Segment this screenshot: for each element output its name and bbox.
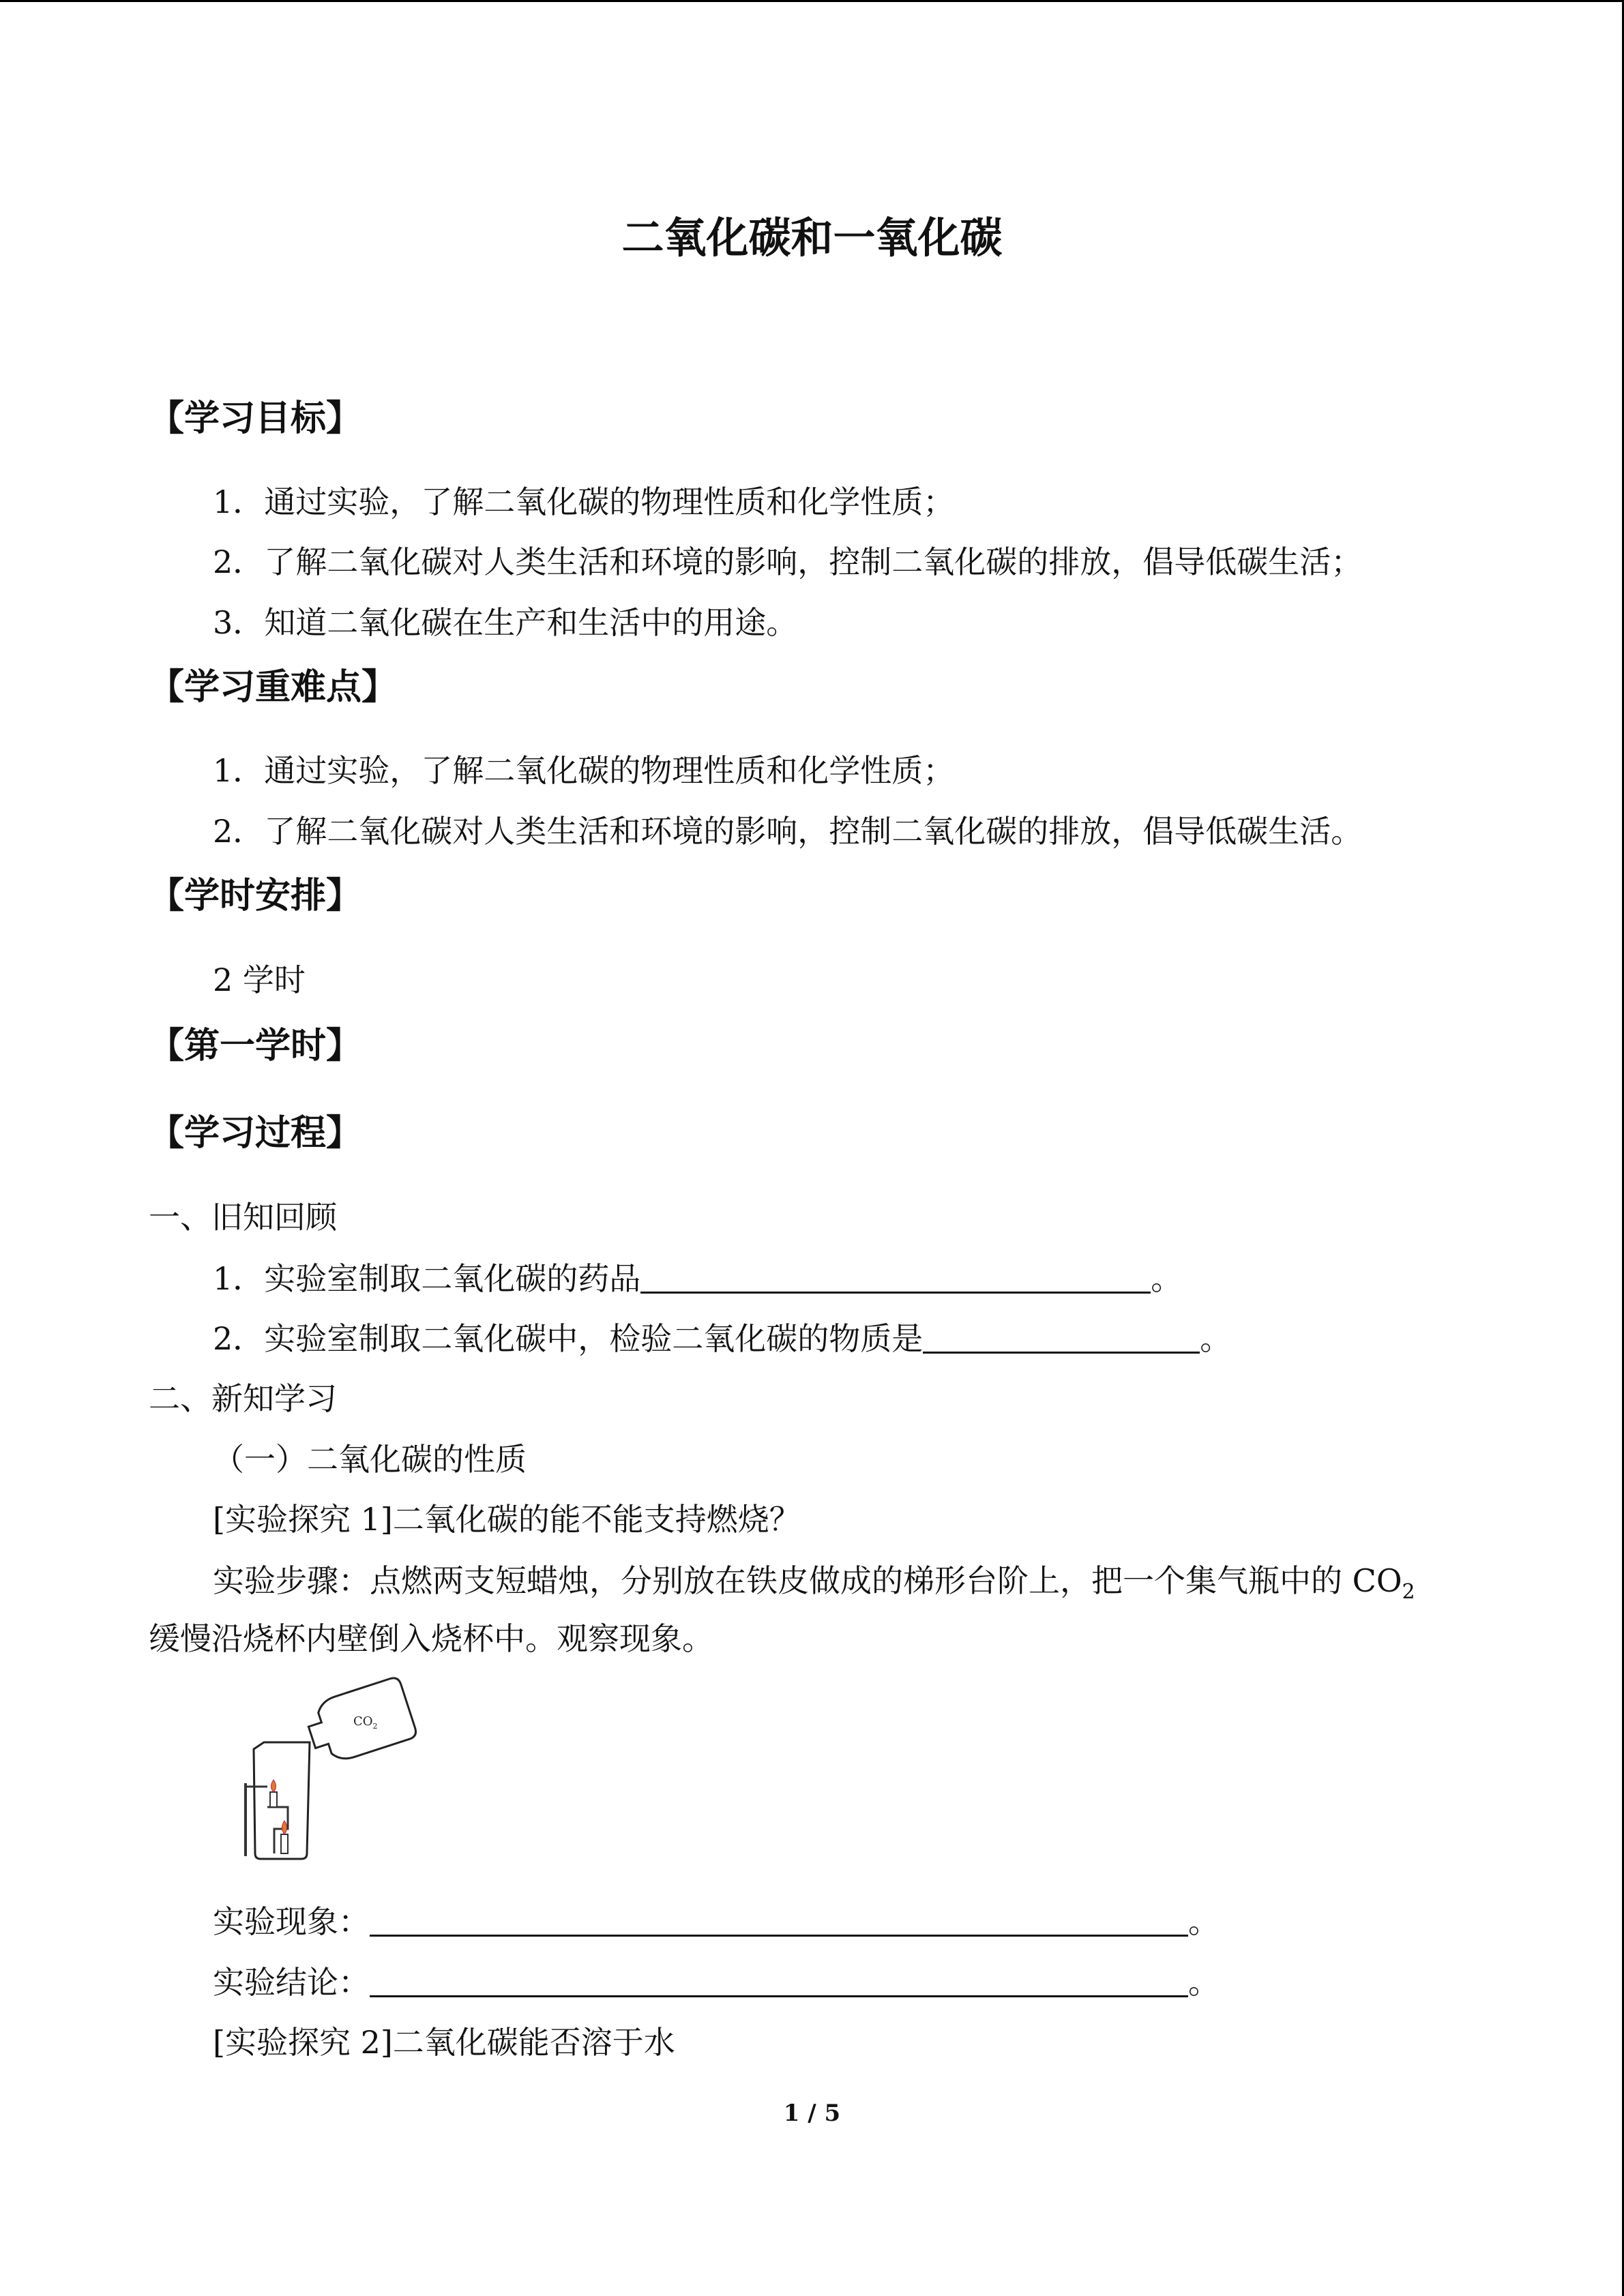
- page-title: 二氧化碳和一氧化碳: [621, 213, 1003, 263]
- conclusion-blank[interactable]: [370, 1995, 1188, 1997]
- answer-blank-1[interactable]: [640, 1291, 1151, 1294]
- conclusion-end: 。: [1188, 1964, 1220, 2001]
- keypoint-2: 2．了解二氧化碳对人类生活和环境的影响，控制二氧化碳的排放，倡导低碳生活。: [213, 813, 1363, 850]
- upper-candle: [270, 1792, 277, 1807]
- co2-pouring-diagram: [226, 1671, 424, 1868]
- first-period-heading: 【第一学时】: [149, 1026, 362, 1067]
- lower-candle: [281, 1834, 288, 1853]
- page-number: 1 / 5: [783, 2100, 841, 2127]
- phenomenon-line: [213, 1903, 1220, 1940]
- schedule-heading: 【学时安排】: [149, 876, 362, 916]
- keypoints-heading: 【学习重难点】: [149, 667, 398, 708]
- keypoint-1: 1．通过实验，了解二氧化碳的物理性质和化学性质；: [213, 752, 955, 789]
- experiment-steps-line-1: [213, 1562, 1415, 1604]
- review-question-1: [213, 1260, 1183, 1297]
- new-learning-heading: 二、新知学习: [149, 1380, 337, 1417]
- co2-subscript: 2: [1402, 1580, 1415, 1604]
- review-question-2-text: 2．实验室制取二氧化碳中，检验二氧化碳的物质是: [213, 1320, 924, 1357]
- experiment-1-title: [实验探究 1]二氧化碳的能不能支持燃烧？: [213, 1501, 801, 1538]
- phenomenon-end: 。: [1188, 1903, 1220, 1940]
- review-question-2-end: 。: [1200, 1320, 1232, 1357]
- phenomenon-label: 实验现象：: [213, 1903, 370, 1940]
- upper-flame: [271, 1780, 276, 1792]
- review-question-1-text: 1．实验室制取二氧化碳的药品: [213, 1260, 641, 1297]
- phenomenon-blank[interactable]: [370, 1934, 1188, 1937]
- review-heading: 一、旧知回顾: [149, 1199, 337, 1236]
- review-question-2: [213, 1320, 1232, 1357]
- answer-blank-2[interactable]: [923, 1351, 1200, 1354]
- experiment-2-title: [实验探究 2]二氧化碳能否溶于水: [213, 2024, 675, 2061]
- co2-label: $CO_2$: [353, 1714, 378, 1731]
- objective-1: 1．通过实验，了解二氧化碳的物理性质和化学性质；: [213, 483, 955, 520]
- lower-flame: [282, 1821, 287, 1834]
- top-border: [0, 0, 1624, 2]
- experiment-steps-text: 实验步骤：点燃两支短蜡烛，分别放在铁皮做成的梯形台阶上，把一个集气瓶中的 CO: [213, 1562, 1402, 1599]
- experiment-steps-line-2: 缓慢沿烧杯内壁倒入烧杯中。观察现象。: [149, 1620, 713, 1657]
- conclusion-line: [213, 1964, 1220, 2001]
- process-heading: 【学习过程】: [149, 1113, 362, 1154]
- objectives-heading: 【学习目标】: [149, 398, 362, 439]
- properties-subheading: （一）二氧化碳的性质: [213, 1441, 527, 1478]
- conclusion-label: 实验结论：: [213, 1964, 370, 2001]
- objective-2: 2．了解二氧化碳对人类生活和环境的影响，控制二氧化碳的排放，倡导低碳生活；: [213, 543, 1363, 580]
- review-question-1-end: 。: [1151, 1260, 1183, 1297]
- objective-3: 3．知道二氧化碳在生产和生活中的用途。: [213, 604, 798, 641]
- schedule-text: 2 学时: [213, 961, 306, 998]
